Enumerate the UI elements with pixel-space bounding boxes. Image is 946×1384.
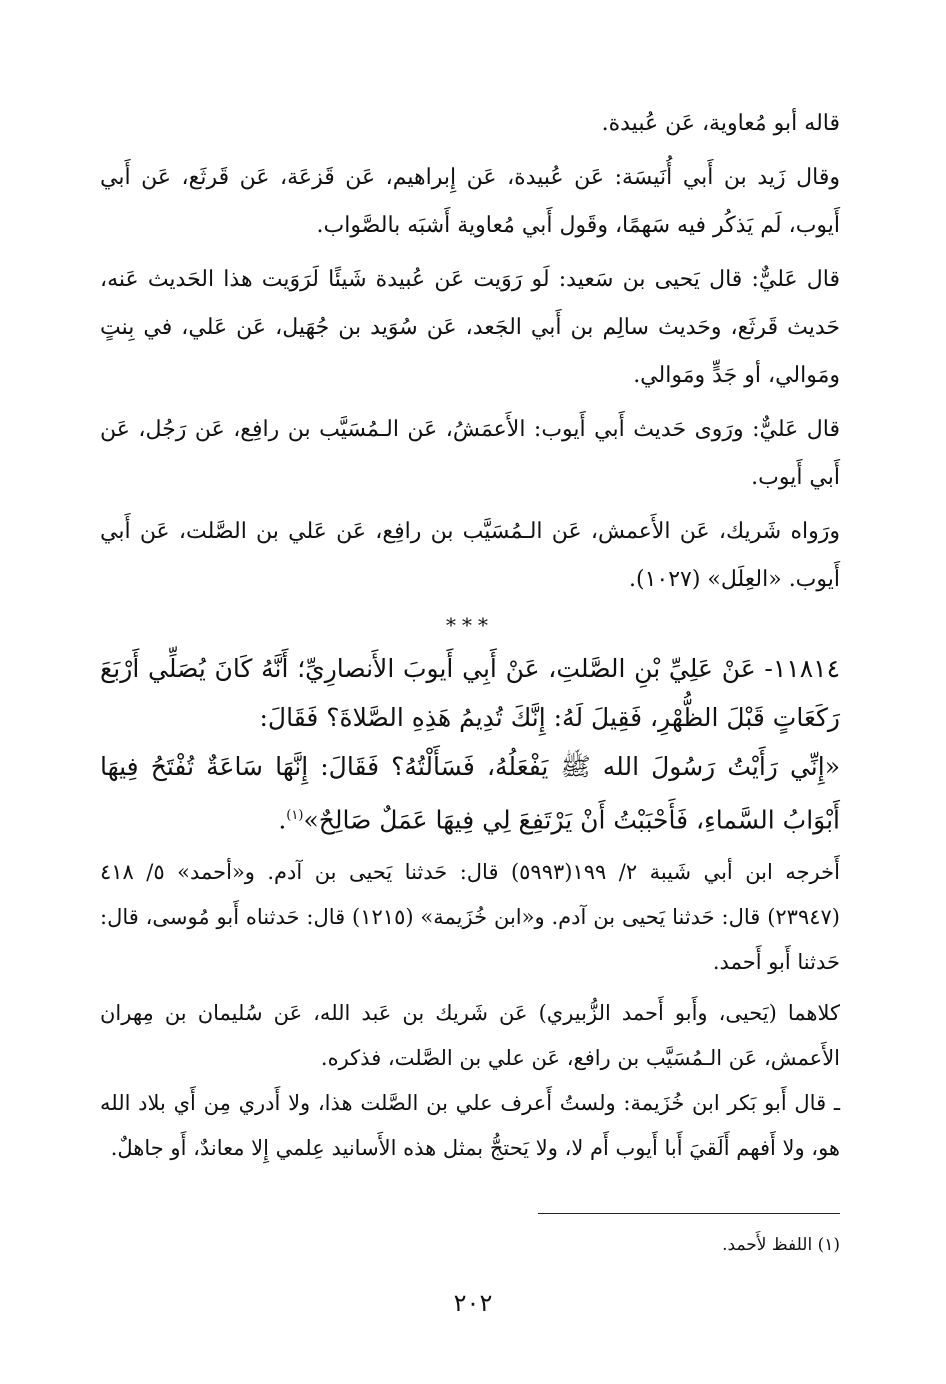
hadith-chain: عَنْ عَلِيِّ بْنِ الصَّلتِ، عَنْ أَبِي أَيوبَ الأَنصارِيِّ؛ أَنَّهُ كَانَ يُصَلِّي أَرْبَعَ رَكَعَاتٍ قَبْلَ الظُّهْرِ، فَقِيلَ لَهُ: إِنَّكَ تُدِيمُ هَذِهِ الصَّلاةَ؟ فَقَالَ: <box>100 654 840 732</box>
commentary-paragraph-2: ـ قال أَبو بَكر ابن خُزَيمة: ولستُ أَعرف علي بن الصَّلت هذا، ولا أَدري مِن أَي بلاد الله هو، ولا أَفهم أَلَقيَ أَبا أَيوب أَم لا، ولا يَحتجُّ بمثل هذه الأَسانيد عِلمي إِلا معاندٌ، أَو جاهلٌ. <box>100 1091 840 1161</box>
takhrij-paragraph: أَخرجه ابن أبي شَيبة ٢/ ١٩٩(٥٩٩٣) قال: حَدثنا يَحيى بن آدم. و«أحمد» ٥/ ٤١٨ (٢٣٩٤٧) قال: حَدثنا يَحيى بن آدم. و«ابن خُزَيمة» (١٢١٥) قال: حَدثناه أَبو مُوسى، قال: حَدثنا أَبو أَحمد. <box>100 860 840 975</box>
footnote: (١) اللفظ لأَحمد. <box>722 1235 840 1255</box>
footnote-divider <box>538 1213 840 1214</box>
commentary-paragraph-1: كلاهما (يَحيى، وأَبو أَحمد الزُّبيري) عَن شَريك بن عَبد الله، عَن سُليمان بن مِهران الأَعمش، عَن الـمُسَيَّب بن رافع، عَن علي بن الصَّلت، فذكره. <box>100 1001 840 1071</box>
hadith-number: ١١٨١٤- <box>764 654 840 683</box>
page-body <box>100 100 840 1171</box>
paragraph-2: وقال زَيد بن أَبي أُنَيسَة: عَن عُبيدة، عَن إِبراهيم، عَن قَزعَة، عَن قَرثَع، عَن أَبي أَيوب، لَم يَذكُر فيه سَهمًا، وقَول أَبي مُعاوية أَشبَه بالصَّواب. <box>100 165 840 238</box>
page-number: ٢٠٢ <box>453 1289 493 1317</box>
paragraph-3: قال عَليٌّ: قال يَحيى بن سَعيد: لَو رَوَيت عَن عُبيدة شَيئًا لَرَوَيت هذا الحَديث عَنه، حَديث قَرثَع، وحَديث سالِم بن أَبي الجَعد، عَن سُوَيد بن جُهَيل، عَن عَلي، في بِنتٍ ومَوالي، أو جَدٍّ ومَوالي. <box>100 267 841 388</box>
hadith-quote-text: «إِنِّي رَأَيْتُ رَسُولَ الله ﷺ يَفْعَلُهُ، فَسَأَلْتُهُ؟ فَقَالَ: إِنَّهَا سَاعَةٌ تُفْتَحُ فِيهَا أَبْوَابُ السَّماءِ، فَأَحْبَبْتُ أَنْ يَرْتَفِعَ لِي فِيهَا عَمَلٌ صَالِحٌ» <box>100 752 840 835</box>
paragraph-4: قال عَليٌّ: ورَوى حَديث أَبي أَيوب: الأَعمَشُ، عَن الـمُسَيَّب بن رافِع، عَن رَجُل، عَن أَبي أَيوب. <box>100 417 840 490</box>
paragraph-5: ورَواه شَريك، عَن الأَعمش، عَن الـمُسَيَّب بن رافِع، عَن عَلي بن الصَّلت، عَن أَبي أَيوب. «العِلَل» (١٠٢٧). <box>100 519 840 592</box>
hadith-quote: «إِنِّي رَأَيْتُ رَسُولَ الله ﷺ يَفْعَلُهُ، فَسَأَلْتُهُ؟ فَقَالَ: إِنَّهَا سَاعَةٌ تُفْتَحُ فِيهَا أَبْوَابُ السَّماءِ، فَأَحْبَبْتُ أَنْ يَرْتَفِعَ لِي فِيهَا عَمَلٌ صَالِحٌ»$^{(١)}$. <box>100 752 840 835</box>
section-separator: *** <box>446 613 494 637</box>
footnote-ref: (١) <box>286 808 304 823</box>
hadith-text <box>100 644 840 742</box>
paragraph-1: قاله أبو مُعاوية، عَن عُبيدة. <box>601 111 840 136</box>
